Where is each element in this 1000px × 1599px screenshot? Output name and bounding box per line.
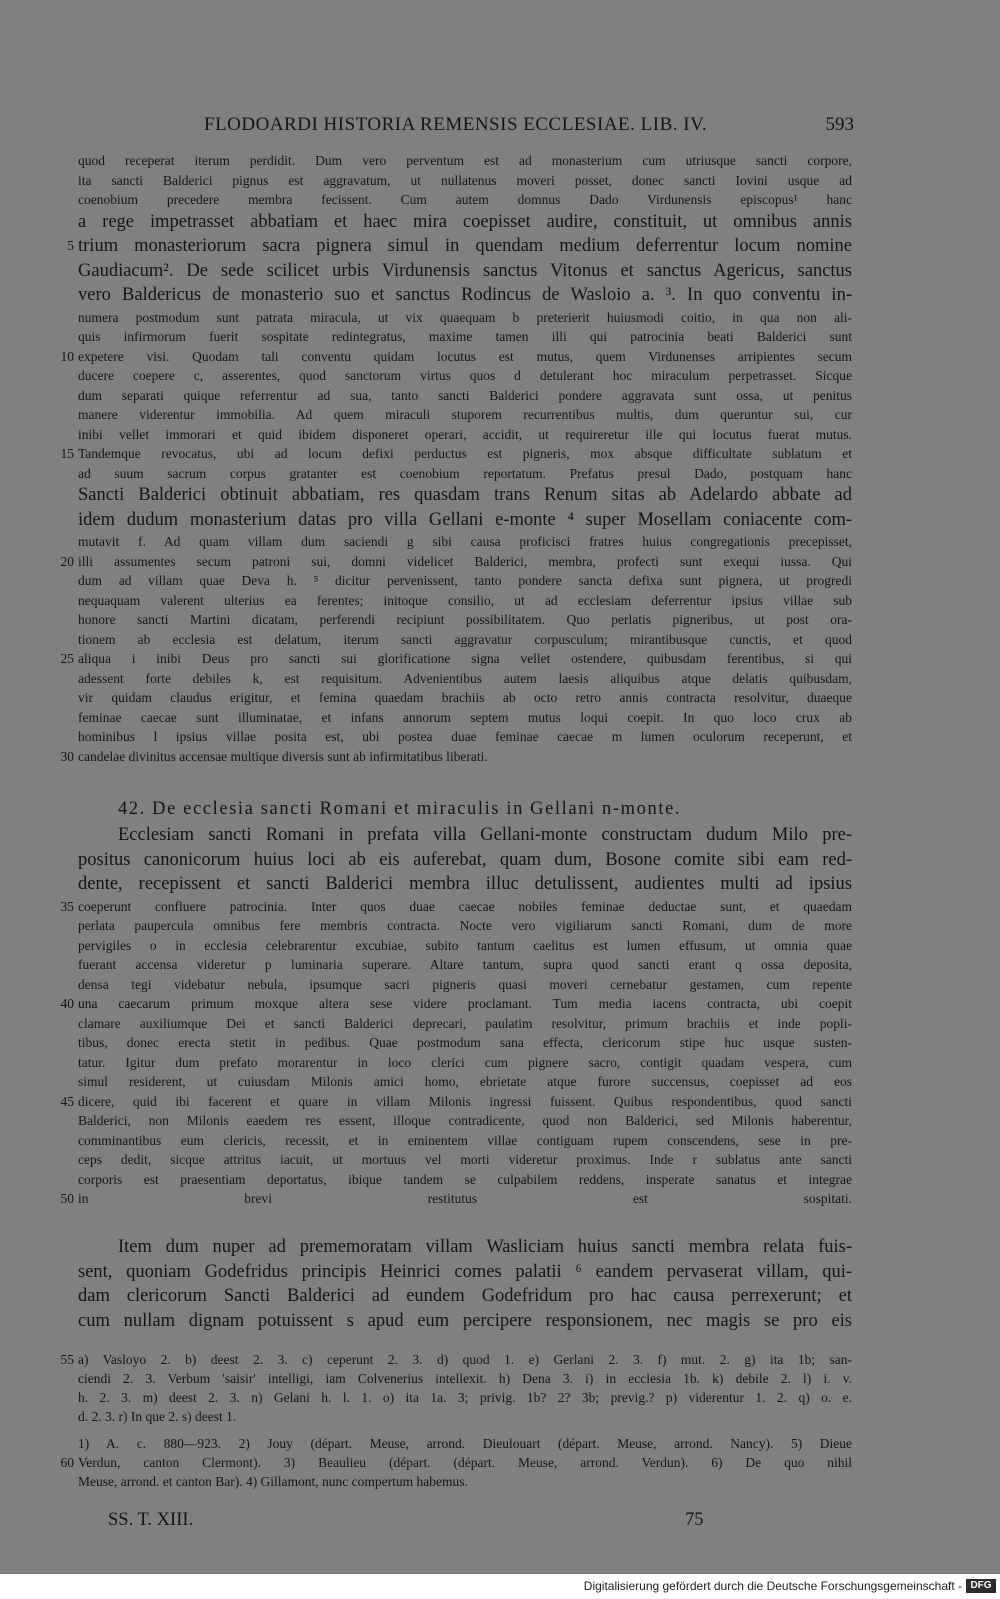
text-line: dam clericorum Sancti Balderici ad eundem Godefridum pro hac causa perrexerunt; et [78,1286,852,1306]
line-number: 55 [60,1352,74,1367]
text-line: cum nullam dignam potuissent s apud eum percipere responsionem, nec magis se pro eis [78,1310,852,1331]
funding-notice: Digitalisierung gefördert durch die Deutsche Forschungsgemeinschaft - [583,1579,962,1593]
text-line: quod receperat iterum perdidit. Dum vero perventum est ad monasterium cum utriusque sancti corpore, [78,153,852,168]
line-number: 25 [60,651,74,666]
volume-signature: SS. T. XIII. [108,1510,194,1530]
dfg-logo: DFG [966,1579,996,1593]
text-line: perlata paupercula omnibus fere membris contracta. Nocte vero vigiliarum sancti Romani, dum de more [78,918,852,933]
text-line: 25 aliqua i inibi Deus pro sancti sui glorificatione signa vellet ostendere, quibusdam ferentibus, si qui [78,649,852,669]
text-line: 15 Tandemque revocatus, ubi ad locum defixi perductus est pigneris, mox absque difficultate sublatum et [78,444,852,464]
footnote-line: 55 a) Vasloyo 2. b) deest 2. 3. c) ceperunt 2. 3. d) quod 1. e) Gerlani 2. 3. f) mut. 2. g) ita 1b; san- [78,1350,852,1369]
line-number: 35 [60,898,74,914]
text-line: corporis est praesentiam deportatus, ibique tandem se culpabilem reddens, insperate sanatus et integrae [78,1171,852,1187]
text-line: densa tegi videbatur nebula, ipsumque sacri pigneris quasi moveri cernebatur gestamen, cum repente [78,976,852,992]
text-line: ceps dedit, sicque attritus iacuit, ut mortuus vel morti videretur proximus. Inde r sublatus ante sancti [78,1152,852,1167]
text-line: 35 coeperunt confluere patrocinia. Inter quos duae caecae nobiles feminae deductae sunt, et quaedam [78,897,852,917]
text-line: honore sancti Martini dicatam, perferendi recipiunt possibilitatem. Quo perlatis pigneribus, ut post ora- [78,612,852,627]
text-line: simul residerent, ut cuiusdam Milonis amici homo, ebrietate atque furore succensus, coepisset ad eos [78,1074,852,1089]
text-line: Item dum nuper ad prememoratam villam Wasliciam huius sancti membra relata fuis- [118,1237,852,1257]
text-line: ducere coepere c, asserentes, quod sanctorum virtus quos d detulerant hoc miraculum perpetrasset. Sicque [78,368,852,383]
digitization-banner [0,1574,1000,1599]
chapter-text [60,823,852,1228]
running-header [74,114,854,142]
text-line: hominibus l ipsius villae posita est, ubi postea duae feminae caecae m lumen oculorum receperunt, et [78,729,852,744]
section-heading: 42. De ecclesia sancti Romani et miraculis in Gellani n-monte. [118,799,682,819]
text-line: Sancti Balderici obtinuit abbatiam, res quasdam trans Renum sitas ab Adelardo abbate ad [78,485,852,505]
footnote-line: d. 2. 3. r) In que 2. s) deest 1. [78,1409,237,1424]
text-line: sent, quoniam Godefridus principis Heinrici comes palatii ⁶ eandem pervaserat villam, qui- [78,1261,852,1282]
body-text [60,151,852,766]
text-line: 40 una caecarum primum moxque altera sese videre proclamant. Tum media iacens contracta, ubi coepit [78,994,852,1014]
line-number: 60 [60,1455,74,1470]
line-number: 15 [60,446,74,461]
line-number: 5 [67,238,74,253]
text-line: 5 trium monasteriorum sacra pignera simul in quendam medium deferrentur locum nomine [78,234,852,259]
text-line: mutavit f. Ad quam villam dum saciendi g sibi causa proficisci fratres huius congregationis precepisset, [78,534,852,549]
text-line: feminae caecae sunt illuminatae, et infans annorum septem mutus loqui coepit. In quo loco crux ab [78,709,852,725]
text-line: dum separati quique referrentur ad sua, tanto sancti Balderici pondere aggravata sunt ossa, ut penitus [78,387,852,403]
footnote-line: ciendi 2. 3. Verbum 'saisir' intelligi, iam Colvenerius intellexit. h) Dena 3. i) in ecclesia 1b. k) debile 2. l) i. v. [78,1371,852,1386]
text-line: positus canonicorum huius loci ab eis auferebat, quam dum, Bosone comite sibi eam red- [78,849,852,870]
running-title: FLODOARDI HISTORIA REMENSIS ECCLESIAE. LIB. IV. [204,114,708,135]
signature-line [108,1510,718,1534]
text-line: manere viderentur immobilia. Ad quem miraculi stuporem recurrentibus multis, dum queruntur sui, cur [78,407,852,422]
text-line: 50 in brevi restitutus est sospitati. [78,1189,852,1209]
line-number: 30 [60,748,74,764]
text-line: vir quidam claudus erigitur, et femina quaedam brachiis ab octo retro annis contracta resolvitur, duaeque [78,690,852,705]
text-line: 30 candelae divinitus accensae multique diversis sunt ab infirmitatibus liberati. [78,747,852,767]
text-line: tibus, donec erecta stetit in pedibus. Quae postmodum sana effecta, clericorum stipe huc usque susten- [78,1035,852,1050]
line-number: 10 [60,348,74,364]
text-line: Gaudiacum². De sede scilicet urbis Virdunensis sanctus Vitonus et sanctus Agericus, sanctus [78,260,852,281]
text-line: numera postmodum sunt patrata miracula, ut vix quaequam b preterierit huiusmodi coitio, in qua non ali- [78,309,852,325]
line-number: 20 [60,553,74,569]
footnote-line: Meuse, arrond. et canton Bar). 4) Gillamont, nunc compertum habemus. [78,1474,468,1489]
text-line: Ecclesiam sancti Romani in prefata villa Gellani-monte constructam dudum Milo pre- [118,825,852,845]
text-line: idem dudum monasterium datas pro villa Gellani e-monte ⁴ super Mosellam coniacente com- [78,509,852,530]
line-number: 50 [60,1191,74,1206]
line-number: 45 [60,1093,74,1109]
text-line: nequaquam valerent ulterius ea ferentes; initoque consilio, ut ad ecclesiam deferrentur ipsius villae sub [78,592,852,608]
text-line: dum ad villam quae Deva h. ⁵ dicitur pervenissent, tanto pondere sancta defixa sunt pignera, ut progredi [78,573,852,588]
text-line: ad suum sacrum corpus gratanter est coenobium reportatum. Prefatus presul Dado, postquam hanc [78,465,852,481]
page-number: 593 [825,114,854,135]
text-line: clamare auxiliumque Dei et sancti Balderici deprecari, paulatim resolvitur, primum brachiis et inde popli- [78,1015,852,1031]
text-line: 10 expetere visi. Quodam tali conventu quidam locutus est mutus, quem Virdunenses arripientes secum [78,347,852,367]
text-line: tatur. Igitur dum prefato morarentur in loco clerici cum pignere sacro, contigit quadam vespera, cum [78,1054,852,1070]
footnote-line: 1) A. c. 880—923. 2) Jouy (départ. Meuse, arrond. Dieulouart (départ. Meuse, arrond. Nancy). 5) Dieue [78,1436,852,1451]
sheet-number: 75 [685,1510,704,1530]
text-line: 45 dicere, quid ibi facerent et quare in villam Milonis ingressi fuissent. Quibus respondentibus, quod sancti [78,1092,852,1112]
historical-footnotes [60,1434,852,1491]
footnote-line: 60 Verdun, canton Clermont). 3) Beaulieu (départ. (départ. Meuse, arrond. Verdun). 6) De quo nihil [78,1453,852,1472]
text-line: inibi vellet immorari et quid ibidem disponeret operari, accidit, ut requireretur ille qui locutus fuerat mutus. [78,426,852,442]
line-number: 40 [60,996,74,1011]
text-line: quis infirmorum fuerit sospitate redintegratus, maxime tamen illi qui patrocinia beati Balderici sunt [78,329,852,344]
variant-footnotes [60,1350,852,1426]
paragraph-text [78,1235,852,1333]
text-line: adessent forte debiles k, est requisitum. Advenientibus autem laesis aliquibus atque delatis quibusdam, [78,670,852,686]
text-line: fuerant accensa videretur p luminaria superare. Altare tantum, supra quod sancti erant q ossa deposita, [78,957,852,972]
text-line: pervigiles o in ecclesia celebrarentur excubiae, subito tantum caelitus est lumen effusum, ut omnia quae [78,937,852,953]
text-line: 20 illi assumentes secum patroni sui, domni videlicet Balderici, membra, profecti sunt exequi iussa. Qui [78,552,852,572]
chapter-heading [78,795,852,823]
text-line: coenobium precedere membra fecissent. Cum autem domnus Dado Virdunensis episcopus¹ hanc [78,192,852,207]
text-line: Balderici, non Milonis eaedem res essent, illoque contradicente, quod non Balderici, sed Milonis haberentur, [78,1113,852,1128]
text-line: comminantibus eum clericis, recessit, et in eminentem villae contiguam rupem conscendens, sese in pre- [78,1132,852,1148]
footnote-line: h. 2. 3. m) deest 2. 3. n) Gelani h. l. 1. o) ita 1a. 3; privig. 1b? 2? 3b; previg.? p) viderentur 1. 2. q) o. e. [78,1390,852,1405]
text-line [78,1209,852,1229]
text-line: tionem ab ecclesia est delatum, iterum sancti aggravatur corpusculum; mirantibusque cunctis, et quod [78,631,852,647]
text-line: a rege impetrasset abbatiam et haec mira coepisset audire, constituit, ut omnibus annis [78,211,852,232]
text-line: vero Baldericus de monasterio suo et sanctus Rodincus de Wasloio a. ³. In quo conventu in- [78,285,852,305]
text-line: dente, recepissent et sancti Balderici membra illuc detulissent, audientes multi ad ipsius [78,874,852,894]
text-line: ita sancti Balderici pignus est aggravatum, ut nullatenus moveri posset, donec sancti Iovini usque ad [78,172,852,188]
